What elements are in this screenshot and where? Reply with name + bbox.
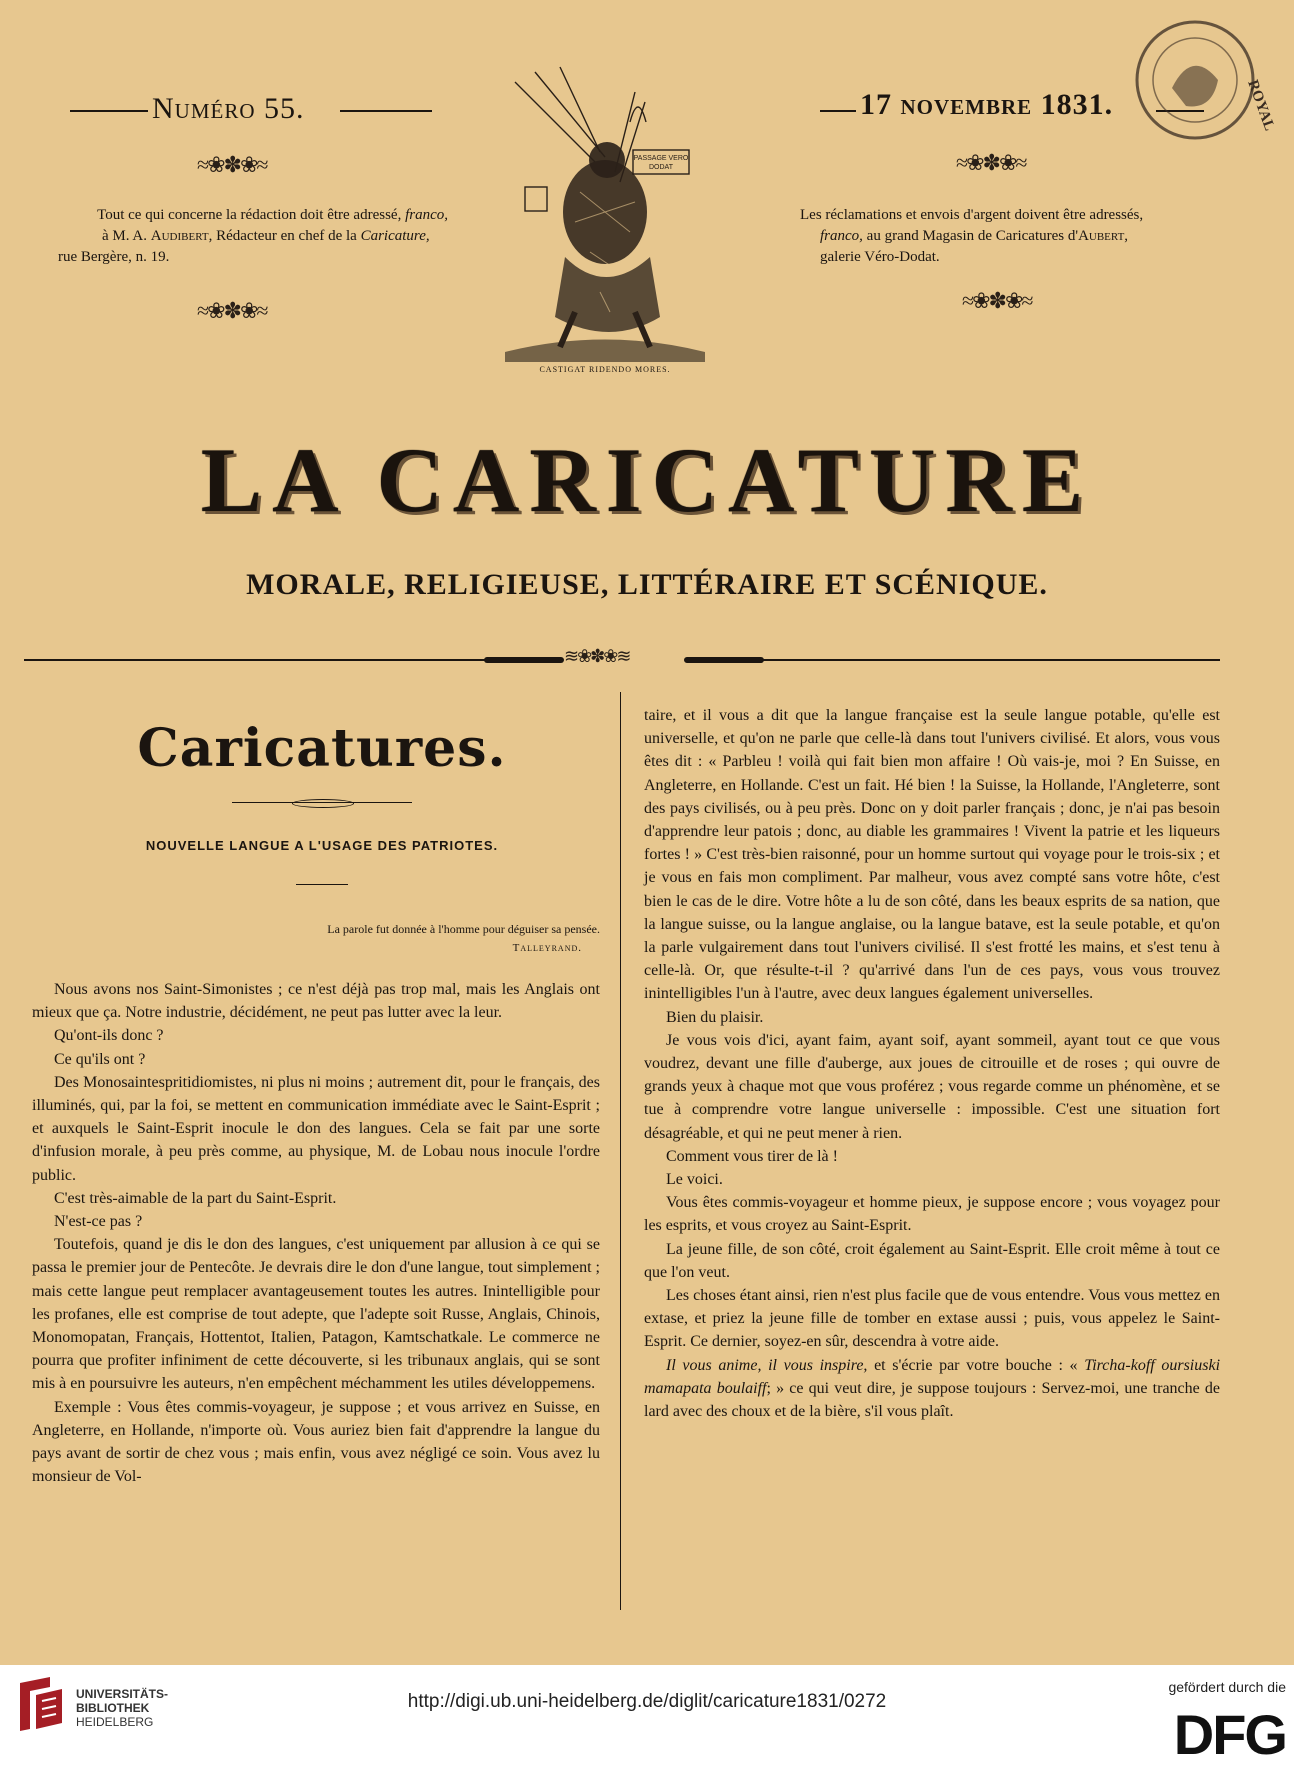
vignette-sign-line2: DODAT [649, 164, 673, 171]
jester-illustration [505, 62, 705, 362]
paragraph: C'est très-aimable de la part du Saint-Esprit. [54, 1189, 337, 1207]
paragraph: Le voici. [666, 1171, 723, 1189]
right-column-body [644, 704, 1220, 1423]
paragraph: Comment vous tirer de là ! [666, 1147, 838, 1165]
exclaim-text: et s'écrie par votre bouche : « [874, 1356, 1078, 1374]
masthead-subtitle: MORALE, RELIGIEUSE, LITTÉRAIRE ET SCÉNIQUE. [246, 568, 1048, 601]
headline-rule [296, 884, 348, 885]
section-title: Caricatures. [137, 718, 507, 779]
left-notice-line2-post: , Rédacteur en chef de la [208, 228, 357, 244]
epigraph-author: Talleyrand. [512, 942, 582, 954]
epigraph: La parole fut donnée à l'homme pour déguiser sa pensée. [327, 922, 600, 936]
issue-date: 17 novembre 1831. [860, 88, 1114, 121]
right-notice-line1: Les réclamations et envois d'argent doivent être adressés, [800, 207, 1144, 223]
permalink-url[interactable]: http://digi.ub.uni-heidelberg.de/diglit/caricature1831/0272 [407, 1691, 887, 1712]
funding-text: gefördert durch die [1168, 1679, 1286, 1695]
issue-number-line [60, 92, 440, 128]
ornament-right-1: ≈❀✽❀≈ [956, 150, 1026, 175]
right-notice [800, 205, 1210, 268]
paragraph: Bien du plaisir. [666, 1008, 764, 1026]
paragraph-last [644, 1354, 1220, 1424]
viewer-footer [0, 1665, 1294, 1781]
paragraph: taire, et il vous a dit que la langue française est la seule langue potable, qu'elle est universelle, et qu'on ne parle que celle-là dans tout l'univers civilisé. Et alors, vous vous êtes dit : « Parbleu ! voilà qui fait bien mon affaire ! Où vais-je, moi ? En Suisse, en Angleterre, en Hollande. C'est un fait. Hé bien ! la Suisse, la Hollande, l'Angleterre, sont des pays civilisés, ou à peu près. Donc on y doit parler français ; donc, je n'ai pas besoin d'apprendre leur patois ; donc, au diable les grammaires ! Vivent la patrie et les liqueurs fortes ! » C'est très-bien raisonné, pour un homme surtout qui voyage pour le trois-six ; et je vous en fais mon compliment. Par malheur, vous avez compté sans votre hôte, c'est bien le cas de le dire. Votre hôte a lu de son côté, dans les beaux esprits de sa nation, que la langue suisse, ou la langue anglaise, ou la langue batave, est la seule potable, et qu'on la parle vulgairement dans tout l'univers civilisé. Il s'est frotté les mains, et s'est tenu à celle-là. Or, que résulte-t-il ? qu'arrivé dans l'un de ces pays, vous vous trouvez inintelligibles l'un à l'autre, avec deux langues également universelles. [644, 707, 1220, 1003]
inspire-phrase: Il vous anime, il vous inspire, [666, 1356, 868, 1374]
paragraph: Les choses étant ainsi, rien n'est plus facile que de vous entendre. Vous vous mettez en extase, et priez la jeune fille de tomber en extase aussi ; puis, vous appelez le Saint-Esprit. Ce dernier, soyez-en sûr, descendra à votre aide. [644, 1287, 1220, 1351]
stamp-text: ROYAL [1244, 77, 1278, 133]
paragraph: Je vous vois d'ici, ayant faim, ayant soif, ayant sommeil, ayant tout ce que vous voudrez, devant une fille d'auberge, aux joues de citrouille et de roses ; qui ouvre de grands yeux à chaque mot que vous proférez ; vous regarde comme un phénomène, et se tue à comprendre votre langue universelle : impossible. C'est une situation fort désagréable, et qui ne peut mener à rien. [644, 1031, 1220, 1142]
right-notice-line3: galerie Véro-Dodat. [820, 249, 940, 265]
paragraph: Vous êtes commis-voyageur et homme pieux, je suppose encore ; vous voyagez pour les esprits, et vous croyez au Saint-Esprit. [644, 1194, 1220, 1235]
left-notice-franco: franco, [405, 207, 448, 223]
library-name-line2: BIBLIOTHEK [76, 1701, 150, 1715]
right-notice-line2: au grand Magasin de Caricatures d' [866, 228, 1079, 244]
left-notice-line1: Tout ce qui concerne la rédaction doit être adressé, [97, 207, 402, 223]
publisher-name: Aubert [1078, 228, 1125, 244]
issue-number: Numéro 55. [152, 92, 305, 125]
translation-text: ; » ce qui veut dire, je suppose toujours : Servez-moi, une tranche de lard avec des choux et de la bière, s'il vous plaît. [644, 1379, 1220, 1421]
section-title-flourish [232, 798, 412, 808]
left-column-body [32, 978, 600, 1488]
paragraph: Exemple : Vous êtes commis-voyageur, je suppose ; et vous arrivez en Suisse, en Angleterre, en Hollande, n'importe où. Vous auriez bien fait d'apprendre la langue du pays avant de sortir de chez vous ; mais enfin, vous avez négligé ce soin. Vous avez lu monsieur de Vol- [32, 1398, 600, 1486]
masthead-title: LA CARICATURE [200, 429, 1094, 531]
library-stamp [1120, 18, 1278, 142]
ornament-left-2: ≈❀✽❀≈ [197, 298, 267, 323]
right-notice-franco: franco, [820, 228, 863, 244]
paragraph: Toutefois, quand je dis le don des langues, c'est uniquement par allusion à ce qui se passa le premier jour de Pentecôte. Je devrais dire le don d'une langue, tout simplement ; mais cette langue peut remplacer avantageusement toutes les autres. Inintelligible pour les profanes, elle est comprise de tout adepte, que l'adepte soit Russe, Anglais, Chinois, Monomopatan, Français, Hottentot, Italien, Patagon, Kamtschatkale. Le commerce ne pourra que profiter infiniment de cette découverte, si les tribunaux anglais, qui se sont mis à en poursuivre les auteurs, n'en empêchent méchamment les utiles développemens. [32, 1236, 600, 1393]
paragraph: Ce qu'ils ont ? [54, 1050, 146, 1068]
stamp-seal-icon [1120, 18, 1278, 142]
paragraph: Qu'ont-ils donc ? [54, 1027, 164, 1045]
paragraph: Des Monosaintespritidiomistes, ni plus ni moins ; autrement dit, pour le français, des illuminés, qui, par la foi, se mettent en communication immédiate avec le Saint-Esprit ; et auxquels le Saint-Esprit inocule le don des langues. Cela se fait par une sorte d'infusion morale, à peu près comme, au physique, M. de Lobau nous inocule l'ordre public. [32, 1073, 600, 1184]
left-notice-line3: rue Bergère, n. 19. [58, 249, 170, 265]
masthead-divider: ≋❀✽❀≋ [24, 652, 1220, 668]
library-name-line3: HEIDELBERG [76, 1715, 154, 1729]
paragraph: La jeune fille, de son côté, croit également au Saint-Esprit. Elle croit même à tout ce que l'on veut. [644, 1240, 1220, 1281]
vignette-illustration [505, 62, 705, 362]
dfg-logo[interactable]: DFG [1173, 1703, 1286, 1766]
left-notice [58, 205, 448, 268]
ornament-right-2: ≈❀✽❀≈ [962, 288, 1032, 313]
column-rule [620, 692, 621, 1610]
motto: CASTIGAT RIDENDO MORES. [539, 365, 671, 374]
editor-name: Audibert [150, 228, 209, 244]
right-notice-comma: , [1124, 228, 1129, 244]
universal-language-phrase: Tircha-koff oursiuski mamapata boulaiff [644, 1356, 1221, 1397]
left-notice-journal: Caricature, [360, 228, 430, 244]
vignette-sign-line1: PASSAGE VERO [633, 155, 689, 162]
ornament-left-1: ≈❀✽❀≈ [197, 152, 267, 177]
article-headline: NOUVELLE LANGUE A L'USAGE DES PATRIOTES. [145, 838, 499, 853]
paragraph: N'est-ce pas ? [54, 1213, 143, 1231]
paragraph: Nous avons nos Saint-Simonistes ; ce n'est déjà pas trop mal, mais les Anglais ont mieux que ça. Notre industrie, décidément, ne peut pas lutter avec la leur. [32, 981, 600, 1022]
left-notice-line2-pre: à M. A. [102, 228, 147, 244]
library-name-line1: UNIVERSITÄTS- [76, 1687, 169, 1701]
